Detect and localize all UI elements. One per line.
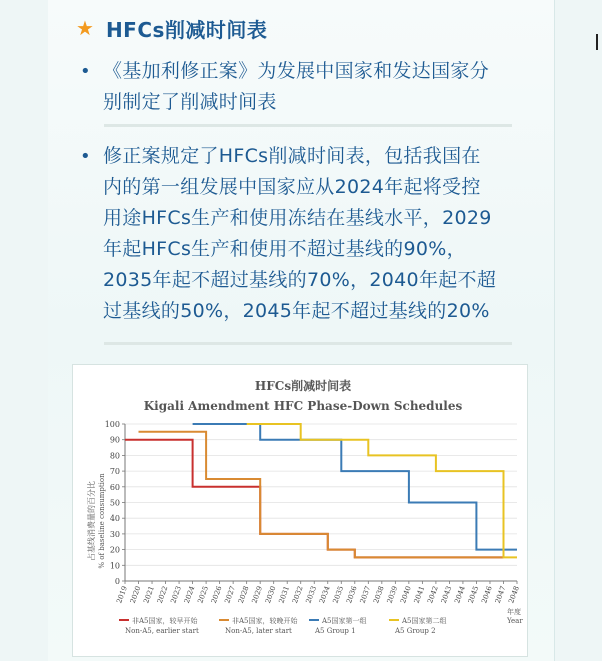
x-tick-label: 2019 xyxy=(115,584,129,605)
bullet-dot-icon: • xyxy=(80,61,91,82)
x-tick-label: 2042 xyxy=(426,584,440,605)
bullet-item-1 xyxy=(80,56,520,118)
y-tick-label: 60 xyxy=(109,482,120,492)
divider xyxy=(104,124,512,127)
chart-card xyxy=(72,364,528,657)
x-tick-label: 2048 xyxy=(507,584,521,605)
x-tick-label: 2044 xyxy=(453,584,467,605)
bullet-line: 年起HFCs生产和使用不超过基线的90%， xyxy=(103,238,466,260)
legend-label-en: A5 Group 1 xyxy=(315,627,356,635)
bullet-item-2 xyxy=(80,141,520,327)
star-icon: ★ xyxy=(76,16,94,40)
x-tick-label: 2043 xyxy=(439,584,454,605)
x-tick-label: 2021 xyxy=(142,584,156,605)
x-tick-label: 2038 xyxy=(372,584,386,605)
legend-label-cn: A5国家第二组 xyxy=(402,617,447,625)
x-tick-label: 2034 xyxy=(318,584,332,605)
series-line-1 xyxy=(125,440,504,558)
y-tick-label: 100 xyxy=(104,420,120,429)
y-axis-label-cn: 占基线消费量的百分比 xyxy=(87,481,96,561)
x-tick-label: 2046 xyxy=(480,584,494,605)
legend-label-en: Non-A5, later start xyxy=(225,627,292,635)
chart-title: HFCs削减时间表 xyxy=(254,379,352,393)
bullet-line: 修正案规定了HFCs削减时间表，包括我国在 xyxy=(103,145,481,167)
y-tick-label: 0 xyxy=(114,577,120,586)
x-axis-label-en: Year xyxy=(507,617,523,625)
legend-label-cn: 非A5国家，较晚开始 xyxy=(232,617,298,625)
bullet-dot-icon: • xyxy=(80,146,91,167)
x-tick-label: 2030 xyxy=(263,584,278,605)
x-tick-label: 2026 xyxy=(209,584,224,605)
chart-subtitle: Kigali Amendment HFC Phase-Down Schedules xyxy=(143,399,463,413)
bullet-text xyxy=(103,141,496,327)
y-tick-label: 30 xyxy=(109,529,120,539)
bullet-line: 别制定了削减时间表 xyxy=(103,91,277,113)
x-tick-label: 2045 xyxy=(466,584,481,605)
x-tick-label: 2024 xyxy=(182,584,197,605)
y-tick-label: 10 xyxy=(109,561,120,571)
bullet-line: 过基线的50%，2045年起不超过基线的20% xyxy=(103,300,490,322)
x-tick-label: 2041 xyxy=(412,584,427,605)
section-title: HFCs削减时间表 xyxy=(105,17,268,42)
section-heading xyxy=(76,14,267,42)
x-tick-label: 2028 xyxy=(236,584,251,605)
x-tick-label: 2023 xyxy=(169,584,183,605)
bullet-text xyxy=(103,56,489,118)
legend-label-cn: A5国家第一组 xyxy=(322,617,367,625)
x-tick-label: 2040 xyxy=(399,584,413,605)
x-tick-label: 2036 xyxy=(345,584,359,605)
legend-label-en: A5 Group 2 xyxy=(395,627,436,635)
x-tick-label: 2033 xyxy=(304,584,319,605)
x-tick-label: 2047 xyxy=(493,584,508,605)
y-tick-label: 80 xyxy=(109,451,120,461)
x-tick-label: 2031 xyxy=(277,584,292,605)
bullet-line: 《基加利修正案》为发展中国家和发达国家分 xyxy=(103,60,490,82)
y-tick-label: 50 xyxy=(109,498,120,508)
x-tick-label: 2029 xyxy=(250,584,265,605)
x-tick-label: 2039 xyxy=(385,584,400,605)
x-axis-label-cn: 年度 xyxy=(507,608,521,616)
x-tick-label: 2020 xyxy=(128,584,143,605)
legend-label-en: Non-A5, earlier start xyxy=(125,627,199,635)
x-tick-label: 2025 xyxy=(196,584,210,605)
y-tick-label: 20 xyxy=(109,545,120,555)
legend-label-cn: 非A5国家，较早开始 xyxy=(132,617,198,625)
y-tick-label: 40 xyxy=(109,514,120,524)
x-tick-label: 2027 xyxy=(223,584,238,605)
bullet-line: 2035年起不超过基线的70%，2040年起不超 xyxy=(103,269,497,291)
y-axis-label-en: % of baseline consumption xyxy=(98,473,106,569)
phase-down-chart xyxy=(73,365,527,656)
bullet-line: 内的第一组发展中国家应从2024年起将受控 xyxy=(103,176,481,198)
bullet-line: 用途HFCs生产和使用冻结在基线水平，2029 xyxy=(103,207,492,229)
x-tick-label: 2032 xyxy=(290,584,305,605)
scroll-edge-marker xyxy=(596,34,598,50)
y-tick-label: 90 xyxy=(109,435,120,445)
x-tick-label: 2037 xyxy=(358,584,373,605)
x-tick-label: 2035 xyxy=(331,584,346,605)
divider xyxy=(104,342,512,345)
x-tick-label: 2022 xyxy=(155,584,170,605)
y-tick-label: 70 xyxy=(109,467,120,477)
